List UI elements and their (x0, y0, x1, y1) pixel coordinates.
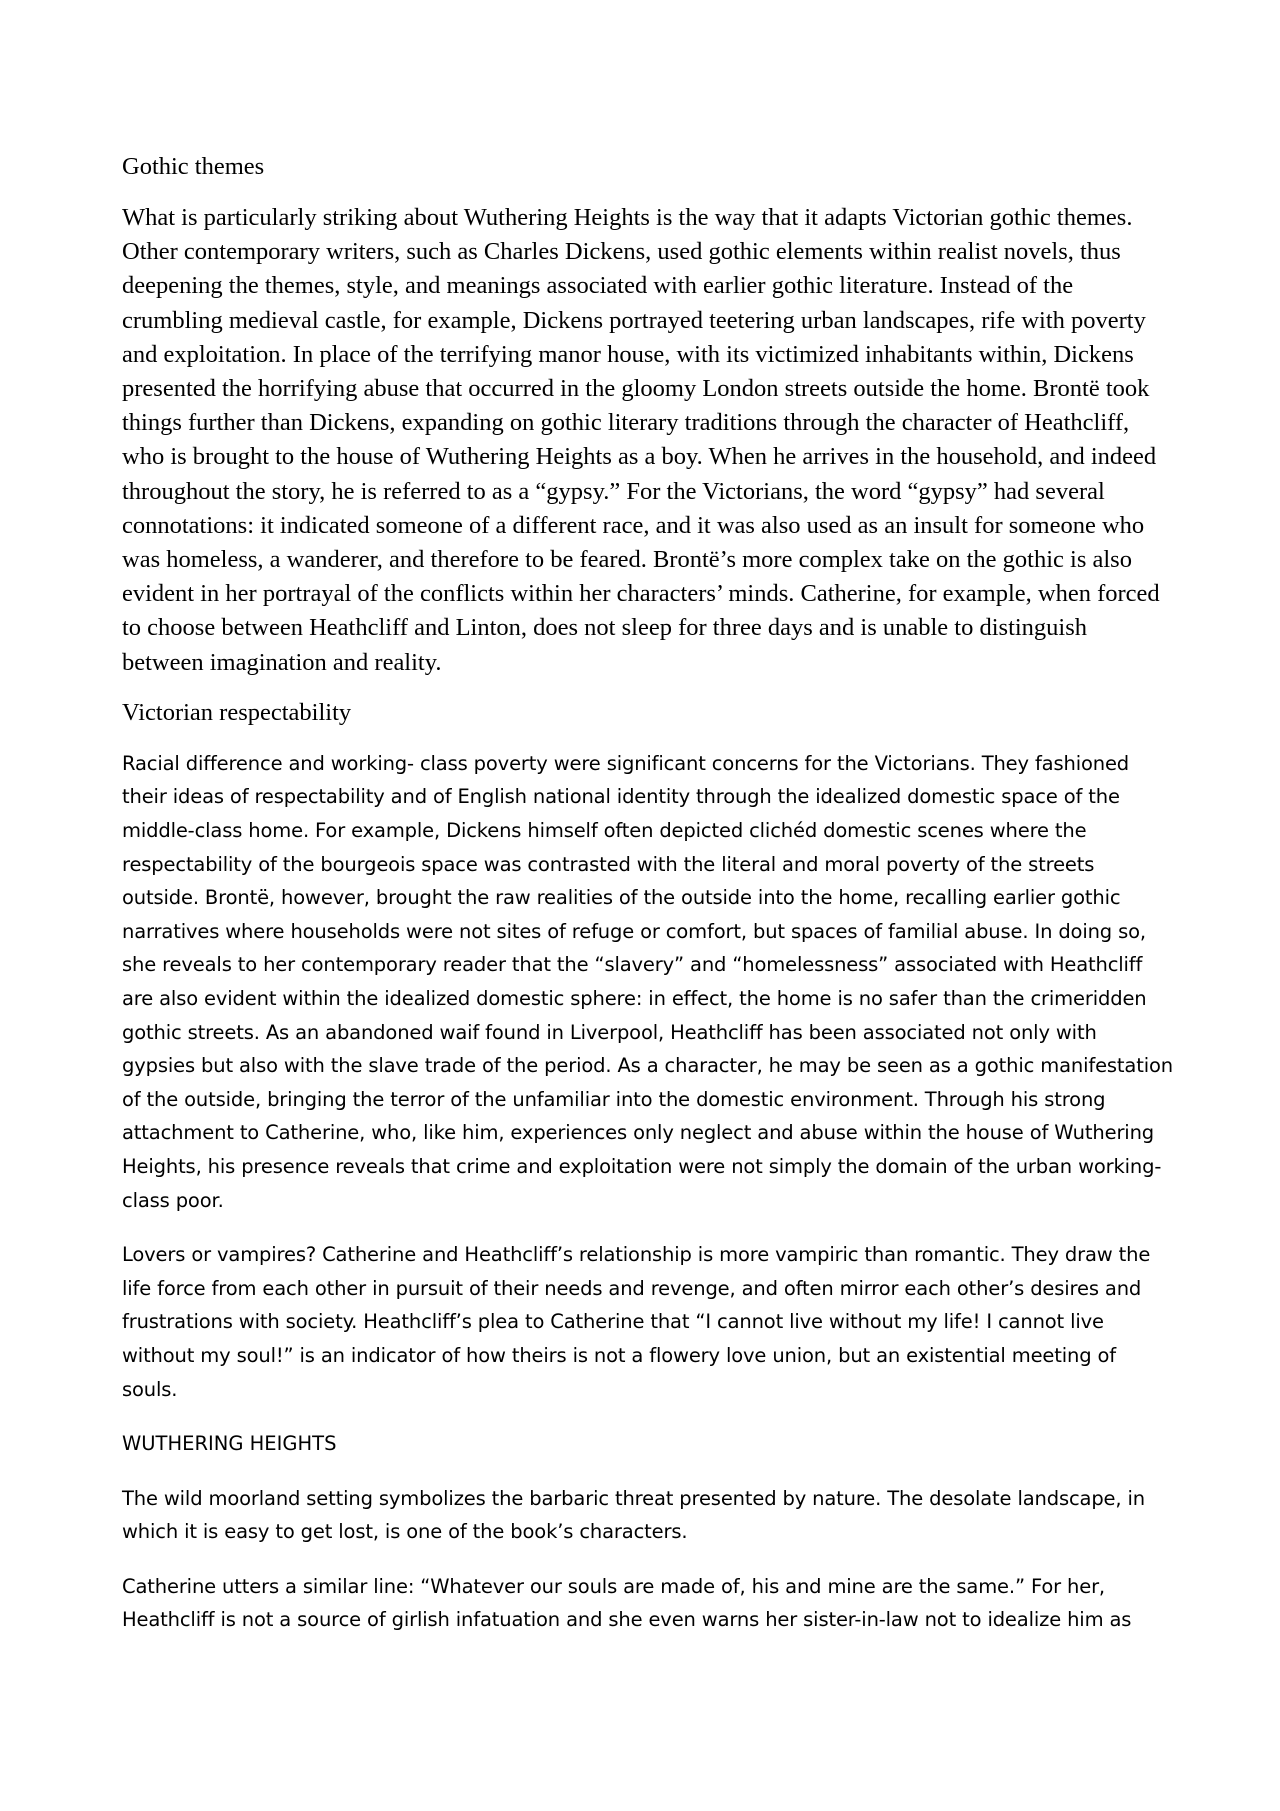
paragraph-catherine-line: Catherine utters a similar line: “Whatever our souls are made of, his and mine are the same.” For her, Heathcliff is not a source of girlish infatuation and she even warns her sister-in-law not to idealize him as (122, 1574, 1132, 1632)
heading-wuthering-heights: WUTHERING HEIGHTS (122, 1432, 337, 1456)
paragraph-lovers-or-vampires: Lovers or vampires? Catherine and Heathcliff’s relationship is more vampiric than romantic. They draw the life force from each other in pursuit of their needs and revenge, and often mirror each other’s desires and frustrations with society. Heathcliff’s plea to Catherine that “I cannot live without my life! I cannot live without my soul!” is an indicator of how theirs is not a flowery love union, but an existential meeting of souls. (122, 1243, 1151, 1401)
heading-gothic-themes: Gothic themes (122, 153, 265, 180)
paragraph-gothic-themes: What is particularly striking about Wuthering Heights is the way that it adapts Victorian gothic themes. Other contemporary writers, such as Charles Dickens, used gothic elements within realist novels, thus deepening the themes, style, and meanings associated with earlier gothic literature. Instead of the crumbling medieval castle, for example, Dickens portrayed teetering urban landscapes, rife with poverty and exploitation. In place of the terrifying manor house, with its victimized inhabitants within, Dickens presented the horrifying abuse that occurred in the gloomy London streets outside the home. Brontë took things further than Dickens, expanding on gothic literary traditions through the character of Heathcliff, who is brought to the house of Wuthering Heights as a boy. When he arrives in the household, and indeed throughout the story, he is referred to as a “gypsy.” For the Victorians, the word “gypsy” had several connotations: it indicated someone of a different race, and it was also used as an insult for someone who was homeless, a wanderer, and therefore to be feared. Brontë’s more complex take on the gothic is also evident in her portrayal of the conflicts within her characters’ minds. Catherine, for example, when forced to choose between Heathcliff and Linton, does not sleep for three days and is unable to distinguish between imagination and reality. (122, 204, 1160, 676)
paragraph-moorland-setting: The wild moorland setting symbolizes the barbaric threat presented by nature. The desolate landscape, in which it is easy to get lost, is one of the book’s characters. (122, 1486, 1145, 1544)
paragraph-victorian-respectability: Racial difference and working- class poverty were significant concerns for the Victorians. They fashioned their ideas of respectability and of English national identity through the idealized domestic space of the middle-class home. For example, Dickens himself often depicted clichéd domestic scenes where the respectability of the bourgeois space was contrasted with the literal and moral poverty of the streets outside. Brontë, however, brought the raw realities of the outside into the home, recalling earlier gothic narratives where households were not sites of refuge or comfort, but spaces of familial abuse. In doing so, she reveals to her contemporary reader that the “slavery” and “homelessness” associated with Heathcliff are also evident within the idealized domestic sphere: in effect, the home is no safer than the crimeridden gothic streets. As an abandoned waif found in Liverpool, Heathcliff has been associated not only with gypsies but also with the slave trade of the period. As a character, he may be seen as a gothic manifestation of the outside, bringing the terror of the unfamiliar into the domestic environment. Through his strong attachment to Catherine, who, like him, experiences only neglect and abuse within the house of Wuthering Heights, his presence reveals that crime and exploitation were not simply the domain of the urban working-class poor. (122, 751, 1173, 1212)
heading-victorian-respectability: Victorian respectability (122, 698, 352, 726)
document-body (122, 150, 1174, 1658)
